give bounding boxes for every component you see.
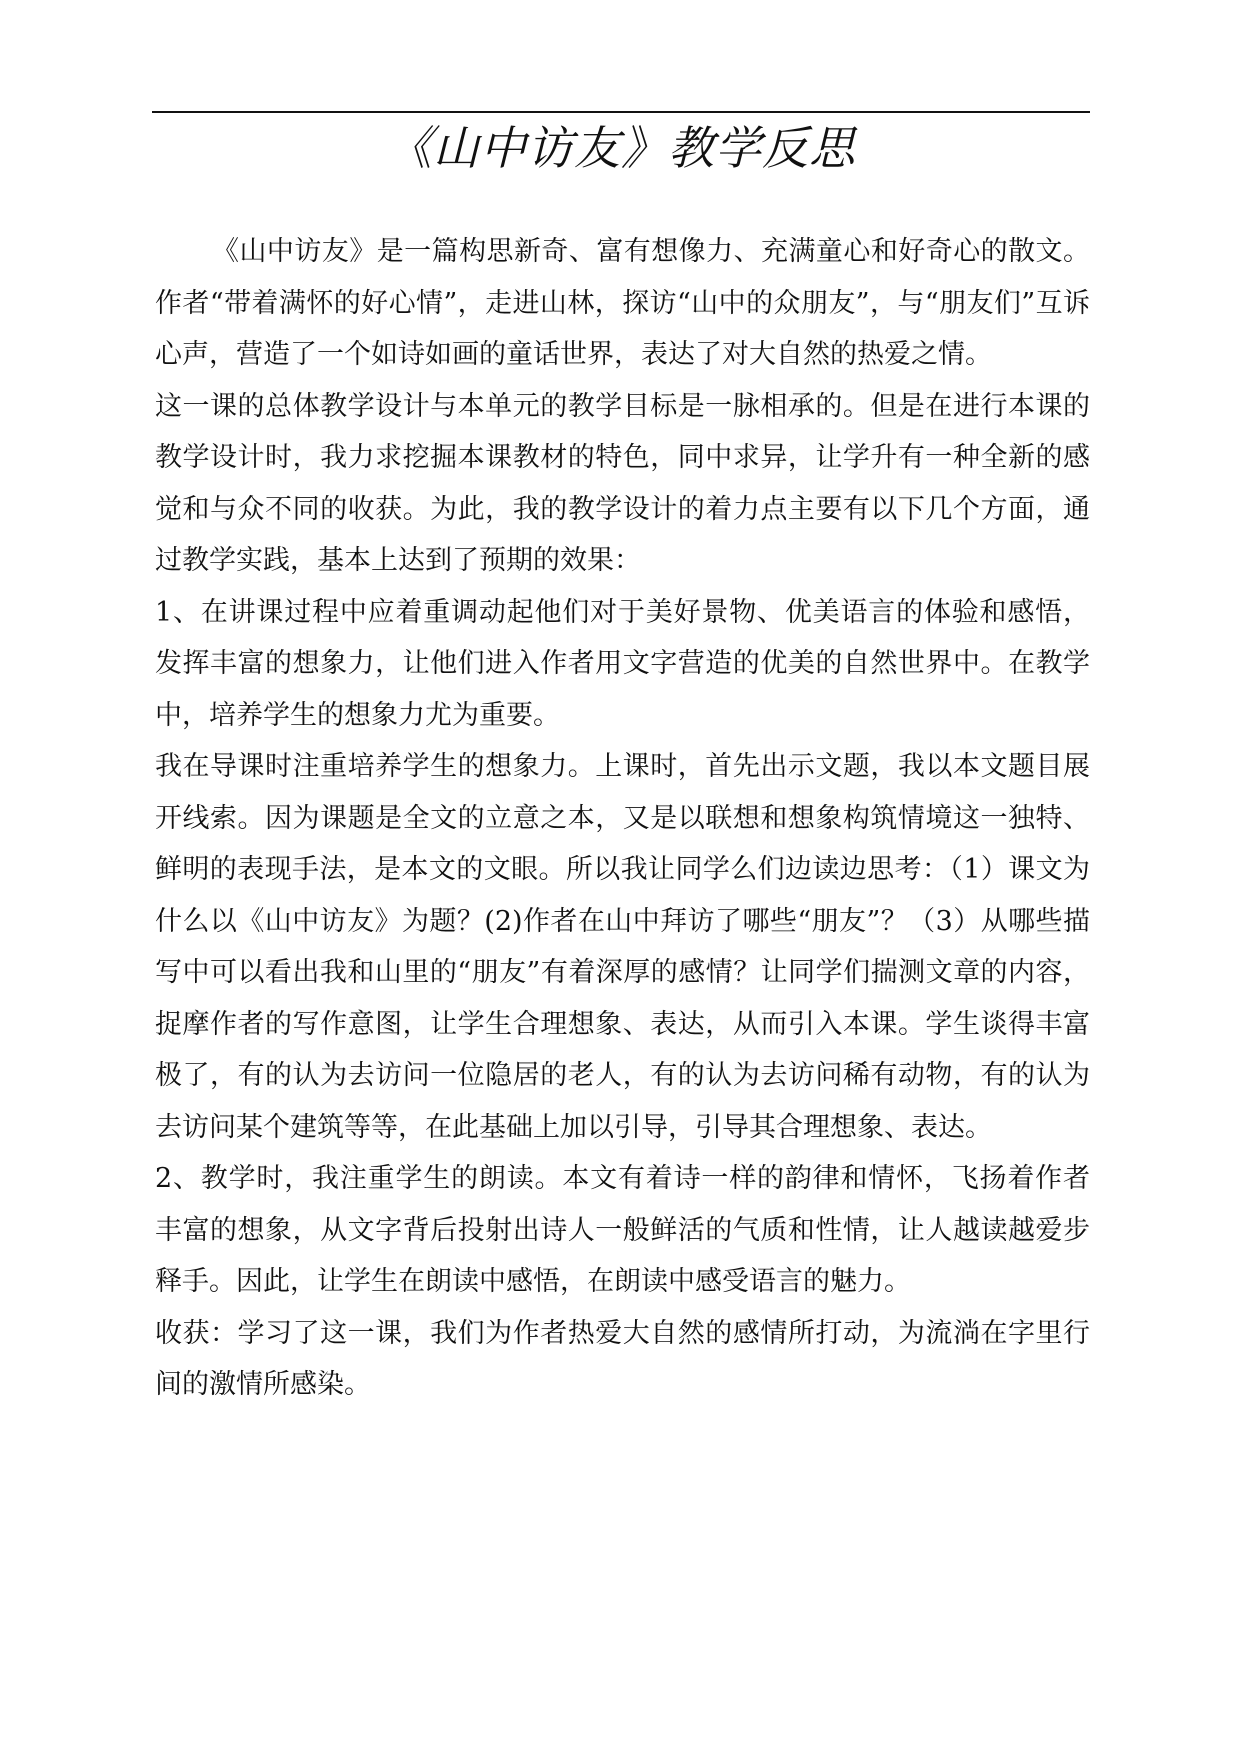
paragraph-harvest: 收获：学习了这一课，我们为作者热爱大自然的感情所打动，为流淌在字里行间的激情所感染。 [155, 1317, 1090, 1400]
paragraph-point-2: 2、教学时，我注重学生的朗读。本文有着诗一样的韵律和情怀，飞扬着作者丰富的想象，从文字背后投射出诗人一般鲜活的气质和性情，让人越读越爱步释手。因此，让学生在朗读中感悟，在朗读中感受语言的魅力。 [155, 1163, 1090, 1297]
paragraph-design: 这一课的总体教学设计与本单元的教学目标是一脉相承的。但是在进行本课的教学设计时，我力求挖掘本课教材的特色，同中求异，让学升有一种全新的感觉和与众不同的收获。为此，我的教学设计的着力点主要有以下几个方面，通过教学实践，基本上达到了预期的效果： [155, 390, 1090, 576]
header-rule [152, 111, 1090, 113]
paragraph-imagination: 我在导课时注重培养学生的想象力。上课时，首先出示文题，我以本文题目展开线索。因为课题是全文的立意之本，又是以联想和想象构筑情境这一独特、鲜明的表现手法，是本文的文眼。所以我让同学么们边读边思考：（1）课文为什么以《山中访友》为题？(2)作者在山中拜访了哪些“朋友”？（3）从哪些描写中可以看出我和山里的“朋友”有着深厚的感情？让同学们揣测文章的内容，捉摩作者的写作意图，让学生合理想象、表达，从而引入本课。学生谈得丰富极了，有的认为去访问一位隐居的老人，有的认为去访问稀有动物，有的认为去访问某个建筑等等，在此基础上加以引导，引导其合理想象、表达。 [155, 751, 1090, 1143]
document-body [155, 226, 1090, 1411]
page-title: 《山中访友》教学反思 [386, 121, 856, 175]
paragraph-point-1: 1、在讲课过程中应着重调动起他们对于美好景物、优美语言的体验和感悟，发挥丰富的想象力，让他们进入作者用文字营造的优美的自然世界中。在教学中，培养学生的想象力尤为重要。 [155, 596, 1090, 731]
paragraph-intro: 《山中访友》是一篇构思新奇、富有想像力、充满童心和好奇心的散文。作者“带着满怀的好心情”，走进山林，探访“山中的众朋友”，与“朋友们”互诉心声，营造了一个如诗如画的童话世界，表达了对大自然的热爱之情。 [155, 236, 1090, 370]
